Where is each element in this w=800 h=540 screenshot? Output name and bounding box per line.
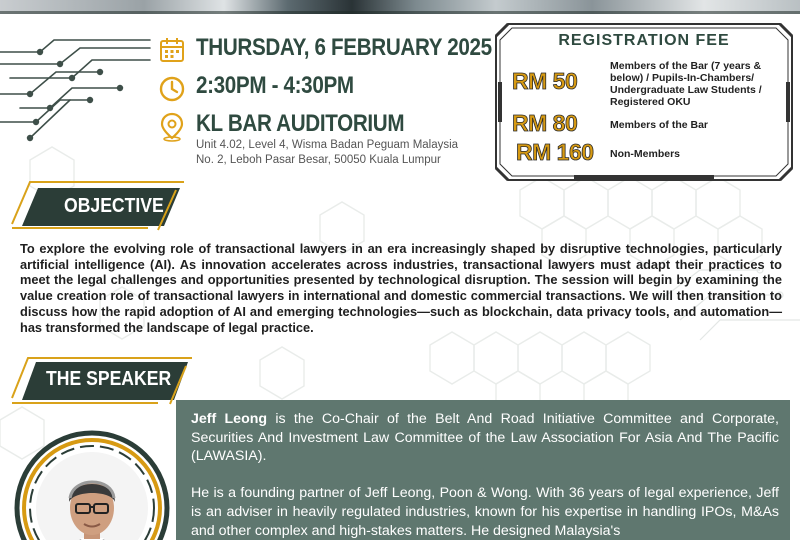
objective-heading: OBJECTIVE bbox=[64, 195, 164, 217]
speaker-bio-paragraph-2: He is a founding partner of Jeff Leong, Poon & Wong. With 36 years of legal experience, Jeff is an adviser in heavily regulated industries, known for his expertise in handling IPOs, M&As and other complex and high-stakes matters. He designed Malaysia's bbox=[191, 485, 779, 539]
objective-text: To explore the evolving role of transactional lawyers in an era increasingly shaped by disruptive technologies, particularly artificial intelligence (AI). As innovation accelerates across industries, transactional lawyers must adapt their practices to meet the legal challenges and opportunities presented by technological disruption. The session will begin by examining the value creation role of transactional lawyers in international and domestic commercial transactions. We will then transition to discuss how the rapid adoption of AI and emerging technologies—such as blockchain, data privacy tools, and automation—has transformed the landscape of legal practice. bbox=[20, 241, 782, 335]
speaker-bio-paragraph-1 bbox=[191, 410, 779, 466]
fee-title: REGISTRATION FEE bbox=[558, 32, 730, 49]
speaker-portrait bbox=[14, 426, 170, 540]
address-line-1: Unit 4.02, Level 4, Wisma Badan Peguam Malaysia bbox=[196, 139, 459, 151]
fee-amount-1: RM 50 bbox=[512, 68, 578, 94]
fee-desc-3: Non-Members bbox=[610, 148, 681, 160]
speaker-bio bbox=[191, 410, 779, 540]
fee-amount-2: RM 80 bbox=[512, 110, 578, 136]
speaker-photo bbox=[14, 426, 170, 540]
speaker-heading: THE SPEAKER bbox=[46, 368, 172, 390]
speaker-bio-1-text: is the Co-Chair of the Belt And Road Initiative Committee and Corporate, Securities And Investment Law Committee of the Law Association For Asia And The Pacific (LAWASIA). bbox=[191, 411, 779, 465]
fee-amount-3: RM 160 bbox=[516, 139, 594, 165]
objective-badge bbox=[8, 178, 188, 232]
clock-icon bbox=[158, 74, 186, 104]
registration-fee-box bbox=[494, 22, 794, 182]
fee-desc-1: Members of the Bar (7 years & below) / Pupils-In-Chambers/ Undergraduate Law Students / Registered OKU bbox=[610, 60, 762, 108]
circuit-decoration bbox=[0, 38, 160, 148]
fee-desc-2: Members of the Bar bbox=[610, 119, 709, 131]
address-line-2: No. 2, Leboh Pasar Besar, 50050 Kuala Lumpur bbox=[196, 154, 441, 166]
speaker-badge bbox=[8, 354, 198, 406]
speaker-bio-panel bbox=[176, 400, 790, 540]
event-time: 2:30PM - 4:30PM bbox=[196, 72, 354, 99]
header-photo-strip bbox=[0, 0, 800, 14]
event-date: THURSDAY, 6 FEBRUARY 2025 bbox=[196, 34, 492, 61]
speaker-name: Jeff Leong bbox=[191, 411, 268, 427]
event-venue: KL BAR AUDITORIUM bbox=[196, 110, 405, 137]
venue-address bbox=[196, 138, 458, 168]
calendar-icon bbox=[158, 36, 186, 66]
location-pin-icon bbox=[158, 112, 186, 142]
